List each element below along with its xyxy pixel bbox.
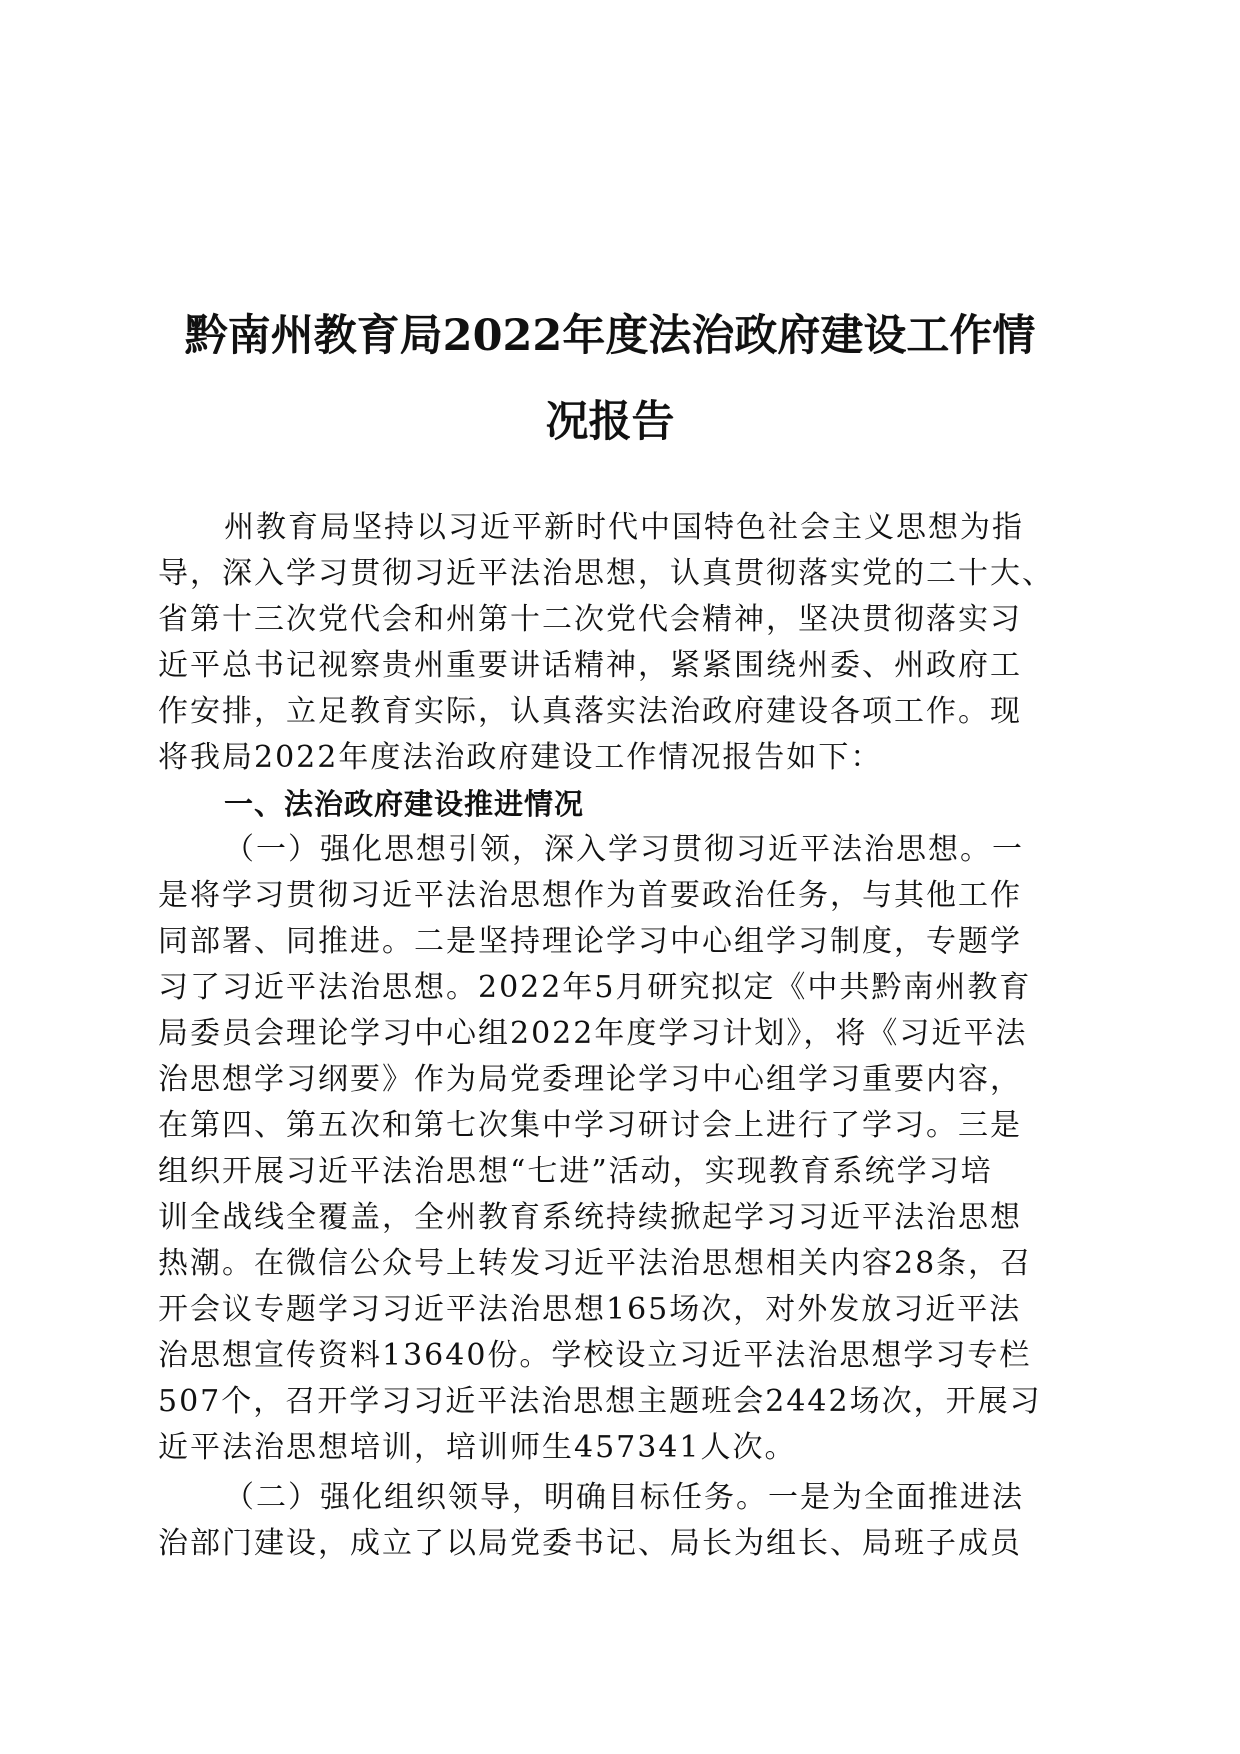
document-body — [158, 505, 1088, 1567]
paragraph-line: 507个，召开学习习近平法治思想主题班会2442场次，开展习 — [158, 1384, 1042, 1419]
paragraph-line: 作安排，立足教育实际，认真落实法治政府建设各项工作。现 — [158, 694, 1022, 729]
paragraph-line: （一）强化思想引领，深入学习贯彻习近平法治思想。一 — [224, 832, 1024, 867]
paragraph-intro — [158, 505, 1088, 781]
paragraph-line: 在第四、第五次和第七次集中学习研讨会上进行了学习。三是 — [158, 1108, 1022, 1143]
document-title-line-2: 况报告 — [545, 397, 675, 447]
paragraph-line: 治思想学习纲要》作为局党委理论学习中心组学习重要内容， — [158, 1062, 1022, 1097]
paragraph-line: 治部门建设，成立了以局党委书记、局长为组长、局班子成员 — [158, 1526, 1022, 1561]
section-heading: 一、法治政府建设推进情况 — [224, 787, 585, 821]
paragraph-line: 州教育局坚持以习近平新时代中国特色社会主义思想为指 — [224, 510, 1024, 545]
paragraph-line: 习了习近平法治思想。2022年5月研究拟定《中共黔南州教育 — [158, 970, 1032, 1005]
paragraph-line: （二）强化组织领导，明确目标任务。一是为全面推进法 — [224, 1480, 1024, 1515]
paragraph-line: 是将学习贯彻习近平法治思想作为首要政治任务，与其他工作 — [158, 878, 1022, 913]
paragraph-line: 热潮。在微信公众号上转发习近平法治思想相关内容28条，召 — [158, 1246, 1033, 1281]
paragraph-line: 同部署、同推进。二是坚持理论学习中心组学习制度，专题学 — [158, 924, 1022, 959]
document-title-line-1: 黔南州教育局2022年度法治政府建设工作情 — [184, 311, 1036, 361]
paragraph-line: 局委员会理论学习中心组2022年度学习计划》，将《习近平法 — [158, 1016, 1028, 1051]
paragraph-line: 开会议专题学习习近平法治思想165场次，对外发放习近平法 — [158, 1292, 1022, 1327]
paragraph-line: 训全战线全覆盖，全州教育系统持续掀起学习习近平法治思想 — [158, 1200, 1022, 1235]
paragraph-section-1-1 — [158, 827, 1088, 1471]
paragraph-line: 治思想宣传资料13640份。学校设立习近平法治思想学习专栏 — [158, 1338, 1032, 1373]
paragraph-line: 将我局2022年度法治政府建设工作情况报告如下： — [158, 740, 883, 775]
paragraph-line: 近平法治思想培训，培训师生457341人次。 — [158, 1430, 797, 1465]
paragraph-section-1-2 — [158, 1475, 1088, 1567]
paragraph-line: 近平总书记视察贵州重要讲话精神，紧紧围绕州委、州政府工 — [158, 648, 1022, 683]
paragraph-line: 省第十三次党代会和州第十二次党代会精神，坚决贯彻落实习 — [158, 602, 1022, 637]
paragraph-line: 导，深入学习贯彻习近平法治思想，认真贯彻落实党的二十大、 — [158, 556, 1054, 591]
paragraph-line: 组织开展习近平法治思想“七进”活动，实现教育系统学习培 — [158, 1154, 993, 1189]
